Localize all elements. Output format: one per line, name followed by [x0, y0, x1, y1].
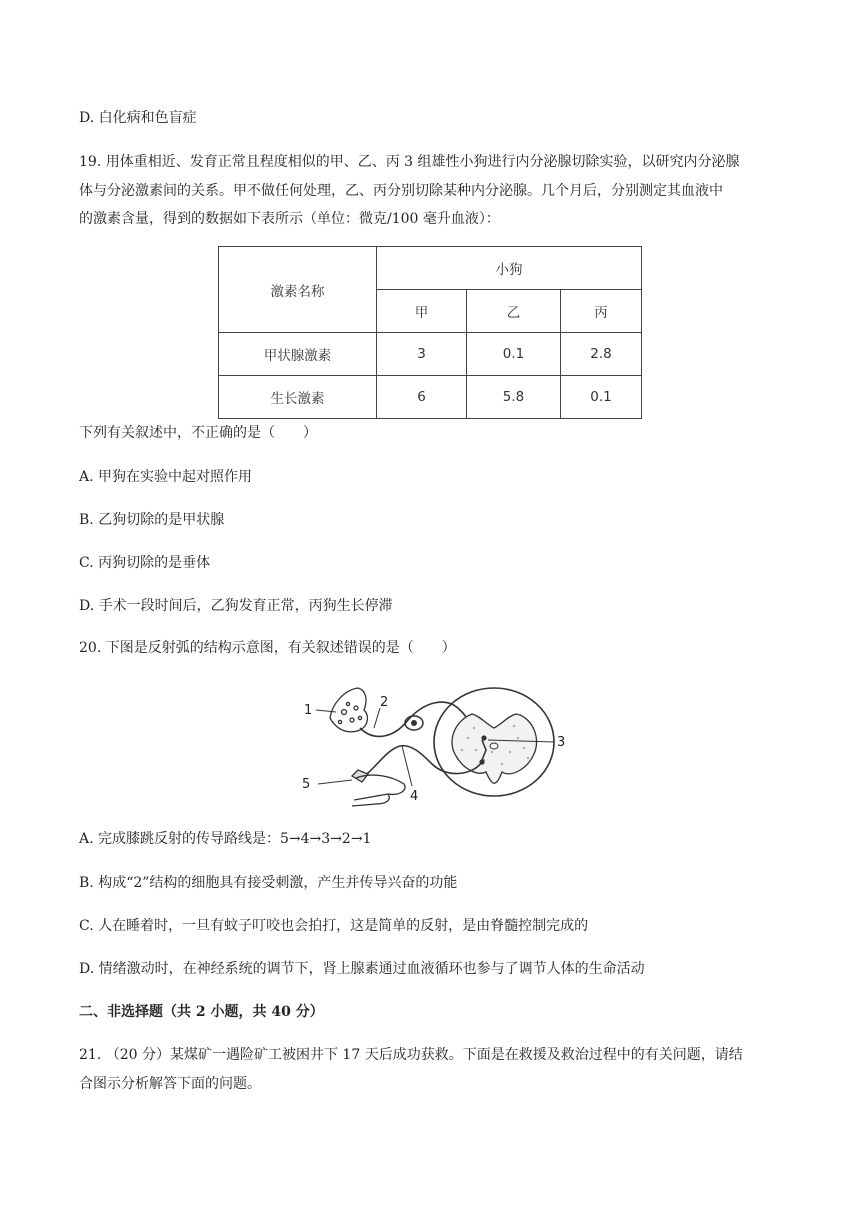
value-cell: 2.8	[561, 333, 642, 376]
q20-option-d: D. 情绪激动时，在神经系统的调节下，肾上腺素通过血液循环也参与了调节人体的生命活动	[79, 961, 645, 977]
q19-option-c: C. 丙狗切除的是垂体	[79, 555, 211, 571]
value-cell: 5.8	[467, 376, 561, 419]
label-2-pointer	[374, 708, 380, 728]
column-header-bing: 丙	[561, 290, 642, 333]
q20-stem: 20. 下图是反射弧的结构示意图，有关叙述错误的是（ ）	[79, 640, 456, 656]
q21-line-1: 21. （20 分）某煤矿一遇险矿工被困井下 17 天后成功获救。下面是在救援及救治过程中的有关问题，请结	[79, 1047, 743, 1063]
reflex-arc-diagram	[296, 680, 576, 810]
label-5-pointer	[318, 780, 352, 784]
q19-option-d: D. 手术一段时间后，乙狗发育正常，丙狗生长停滞	[79, 598, 393, 614]
label-4: 4	[410, 789, 419, 804]
row-header-cell: 激素名称	[219, 247, 377, 333]
q19-option-b: B. 乙狗切除的是甲状腺	[79, 512, 225, 528]
q21-line-2: 合图示分析解答下面的问题。	[79, 1076, 261, 1092]
column-header-jia: 甲	[377, 290, 467, 333]
hormone-table	[218, 246, 642, 419]
group-header-cell: 小狗	[377, 247, 642, 290]
hormone-name-cell: 甲状腺激素	[219, 333, 377, 376]
q19-stem-line-2: 体与分泌激素间的关系。甲不做任何处理，乙、丙分别切除某种内分泌腺。几个月后，分别测定其血液中	[79, 183, 723, 199]
value-cell: 0.1	[467, 333, 561, 376]
q19-stem-line-3: 的激素含量，得到的数据如下表所示（单位：微克/100 毫升血液）：	[79, 211, 500, 227]
label-2: 2	[380, 695, 389, 710]
q19-option-a: A. 甲狗在实验中起对照作用	[79, 469, 253, 485]
value-cell: 3	[377, 333, 467, 376]
q19-stem-line-1: 19. 用体重相近、发育正常且程度相似的甲、乙、丙 3 组雄性小狗进行内分泌腺切除实验，以研究内分泌腺	[79, 154, 740, 170]
table-row	[219, 333, 642, 376]
q20-option-c: C. 人在睡着时，一旦有蚊子叮咬也会拍打，这是简单的反射，是由脊髓控制完成的	[79, 918, 589, 934]
q20-option-b: B. 构成“2”结构的细胞具有接受刺激，产生并传导兴奋的功能	[79, 875, 458, 891]
label-3: 3	[557, 735, 566, 750]
receptor-skin	[330, 688, 367, 732]
hormone-name-cell: 生长激素	[219, 376, 377, 419]
table-row	[219, 376, 642, 419]
label-1: 1	[304, 703, 313, 718]
label-5: 5	[302, 777, 311, 792]
spinal-cord	[434, 688, 554, 796]
value-cell: 6	[377, 376, 467, 419]
q20-option-a: A. 完成膝跳反射的传导路线是：5→4→3→2→1	[79, 831, 372, 847]
section-2-title: 二、非选择题（共 2 小题，共 40 分）	[79, 1004, 324, 1020]
q18-option-d: D. 白化病和色盲症	[79, 110, 197, 126]
effector-muscle	[352, 770, 405, 806]
column-header-yi: 乙	[467, 290, 561, 333]
label-1-pointer	[316, 710, 336, 712]
q19-question: 下列有关叙述中，不正确的是（ ）	[79, 425, 317, 441]
label-4-pointer	[402, 746, 412, 786]
value-cell: 0.1	[561, 376, 642, 419]
